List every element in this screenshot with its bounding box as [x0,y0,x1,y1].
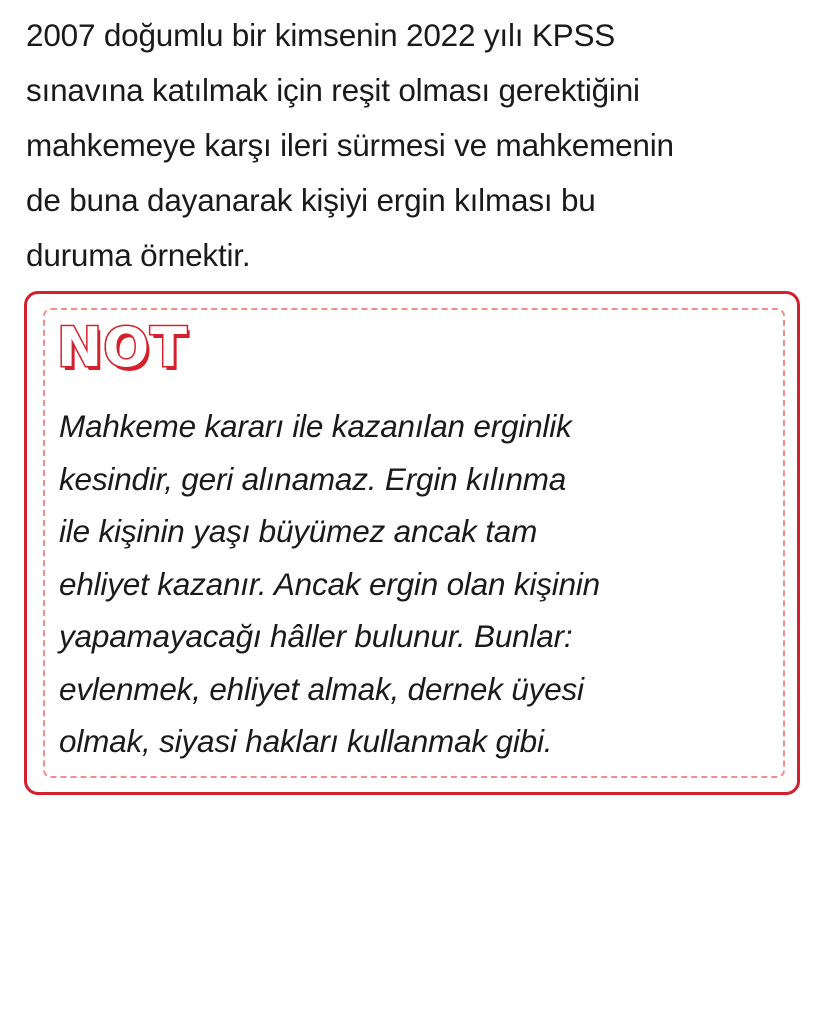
intro-line: sınavına katılmak için reşit olması gerektiğini [26,72,640,108]
intro-paragraph [26,8,816,283]
intro-line: mahkemeye karşı ileri sürmesi ve mahkemenin [26,127,674,163]
note-line: evlenmek, ehliyet almak, dernek üyesi [59,670,584,707]
note-line: yapamayacağı hâller bulunur. Bunlar: [59,618,573,654]
note-line: Mahkeme kararı ile kazanılan erginlik [59,408,572,444]
note-line: ile kişinin yaşı büyümez ancak tam [59,513,538,549]
note-title: NOT [57,316,188,379]
intro-line: 2007 doğumlu bir kimsenin 2022 yılı KPSS [26,17,616,53]
note-box [24,291,800,795]
note-line: kesindir, geri alınamaz. Ergin kılınma [59,460,567,497]
note-body [59,400,779,768]
note-line: ehliyet kazanır. Ancak ergin olan kişinin [59,565,601,602]
intro-line: de buna dayanarak kişiyi ergin kılması bu [26,182,596,218]
note-line: olmak, siyasi hakları kullanmak gibi. [59,723,553,759]
intro-line: duruma örnektir. [26,237,251,273]
